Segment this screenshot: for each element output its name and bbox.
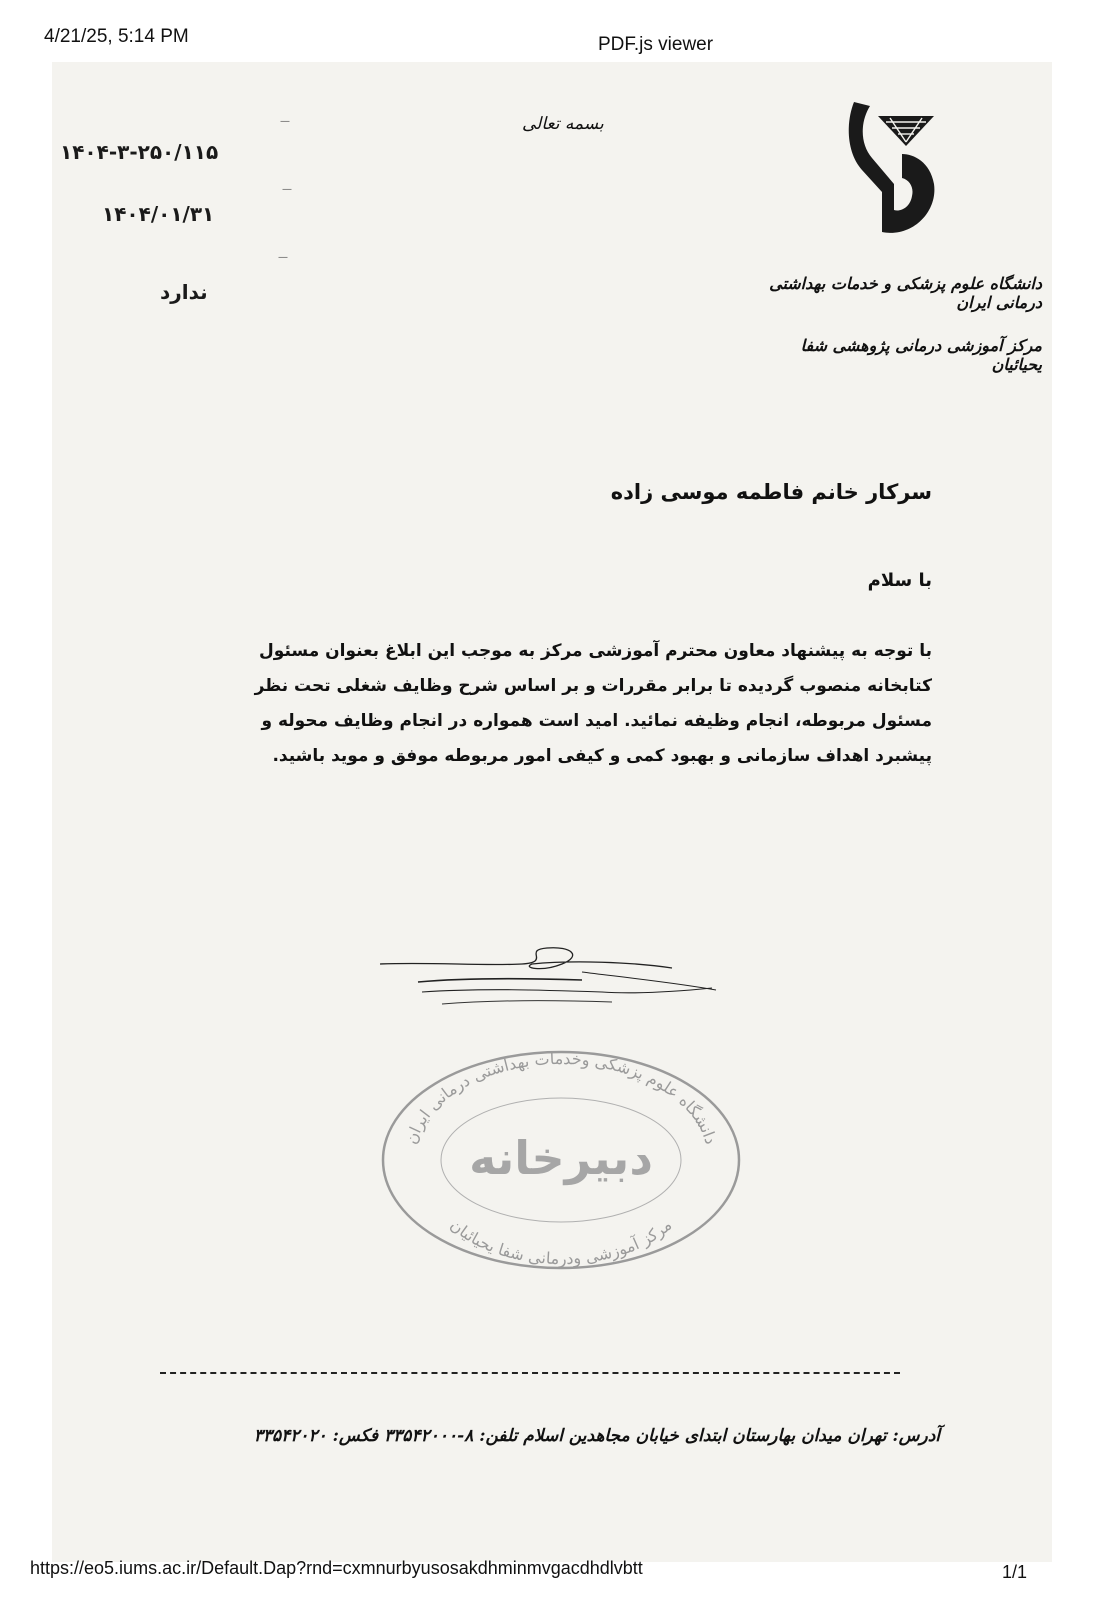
meta-dash-2: — xyxy=(282,184,292,195)
body-line-2: کتابخانه منصوب گردیده تا برابر مقررات و بر اساس شرح وظایف شغلی تحت نظر xyxy=(254,676,932,696)
meta-dash-1: — xyxy=(280,116,290,127)
letter-number: ۱۴۰۴-۳-۲۵۰/۱۱۵ xyxy=(60,140,219,164)
greeting: با سلام xyxy=(867,570,932,591)
footer-address: آدرس: تهران میدان بهارستان ابتدای خیابان مجاهدین اسلام تلفن: ۸-۳۳۵۴۲۰۰۰ فکس: ۳۳۵۴۲۰۲۰ xyxy=(253,1426,940,1446)
org-name-center: مرکز آموزشی درمانی پژوهشی شفا یحیائیان xyxy=(800,336,1042,374)
body-line-1: با توجه به پیشنهاد معاون محترم آموزشی مرکز به موجب این ابلاغ بعنوان مسئول xyxy=(259,641,932,661)
svg-text:مرکز آموزشی ودرمانی شفا یحیائی xyxy=(447,1215,676,1269)
stamp-ring-top: دانشگاه علوم پزشکی وخدمات بهداشتی درمانی ایران xyxy=(401,1048,721,1147)
secretariat-stamp-icon xyxy=(376,1042,746,1272)
print-timestamp: 4/21/25, 5:14 PM xyxy=(44,26,189,47)
body-line-3: مسئول مربوطه، انجام وظیفه نمائید. امید است همواره در انجام وظایف محوله و xyxy=(261,711,932,731)
org-name-university: دانشگاه علوم پزشکی و خدمات بهداشتی درمانی ایران xyxy=(769,274,1042,312)
body-line-4: پیشبرد اهداف سازمانی و بهبود کمی و کیفی امور مربوطه موفق و موید باشید. xyxy=(272,746,932,766)
scanned-letter-page xyxy=(52,62,1052,1562)
print-url: https://eo5.iums.ac.ir/Default.Dap?rnd=cxmnurbyusosakdhminmvgacdhdlvbtt xyxy=(30,1558,643,1578)
basmala: بسمه تعالی xyxy=(522,114,604,134)
university-logo-icon xyxy=(842,92,942,240)
signature-icon xyxy=(372,942,732,1022)
print-title: PDF.js viewer xyxy=(598,34,714,55)
attachment-value: ندارد xyxy=(160,280,208,304)
recipient: سرکار خانم فاطمه موسی زاده xyxy=(610,480,932,504)
letter-body xyxy=(204,634,932,774)
print-page-count: 1/1 xyxy=(1002,1562,1028,1582)
stamp-ring-bottom: مرکز آموزشی ودرمانی شفا یحیائیان xyxy=(446,1215,676,1269)
meta-dash-3: — xyxy=(278,252,288,263)
stamp-center-text: دبیرخانه xyxy=(469,1131,653,1185)
footer-divider xyxy=(160,1372,900,1374)
letter-date: ۱۴۰۴/۰۱/۳۱ xyxy=(102,202,215,226)
